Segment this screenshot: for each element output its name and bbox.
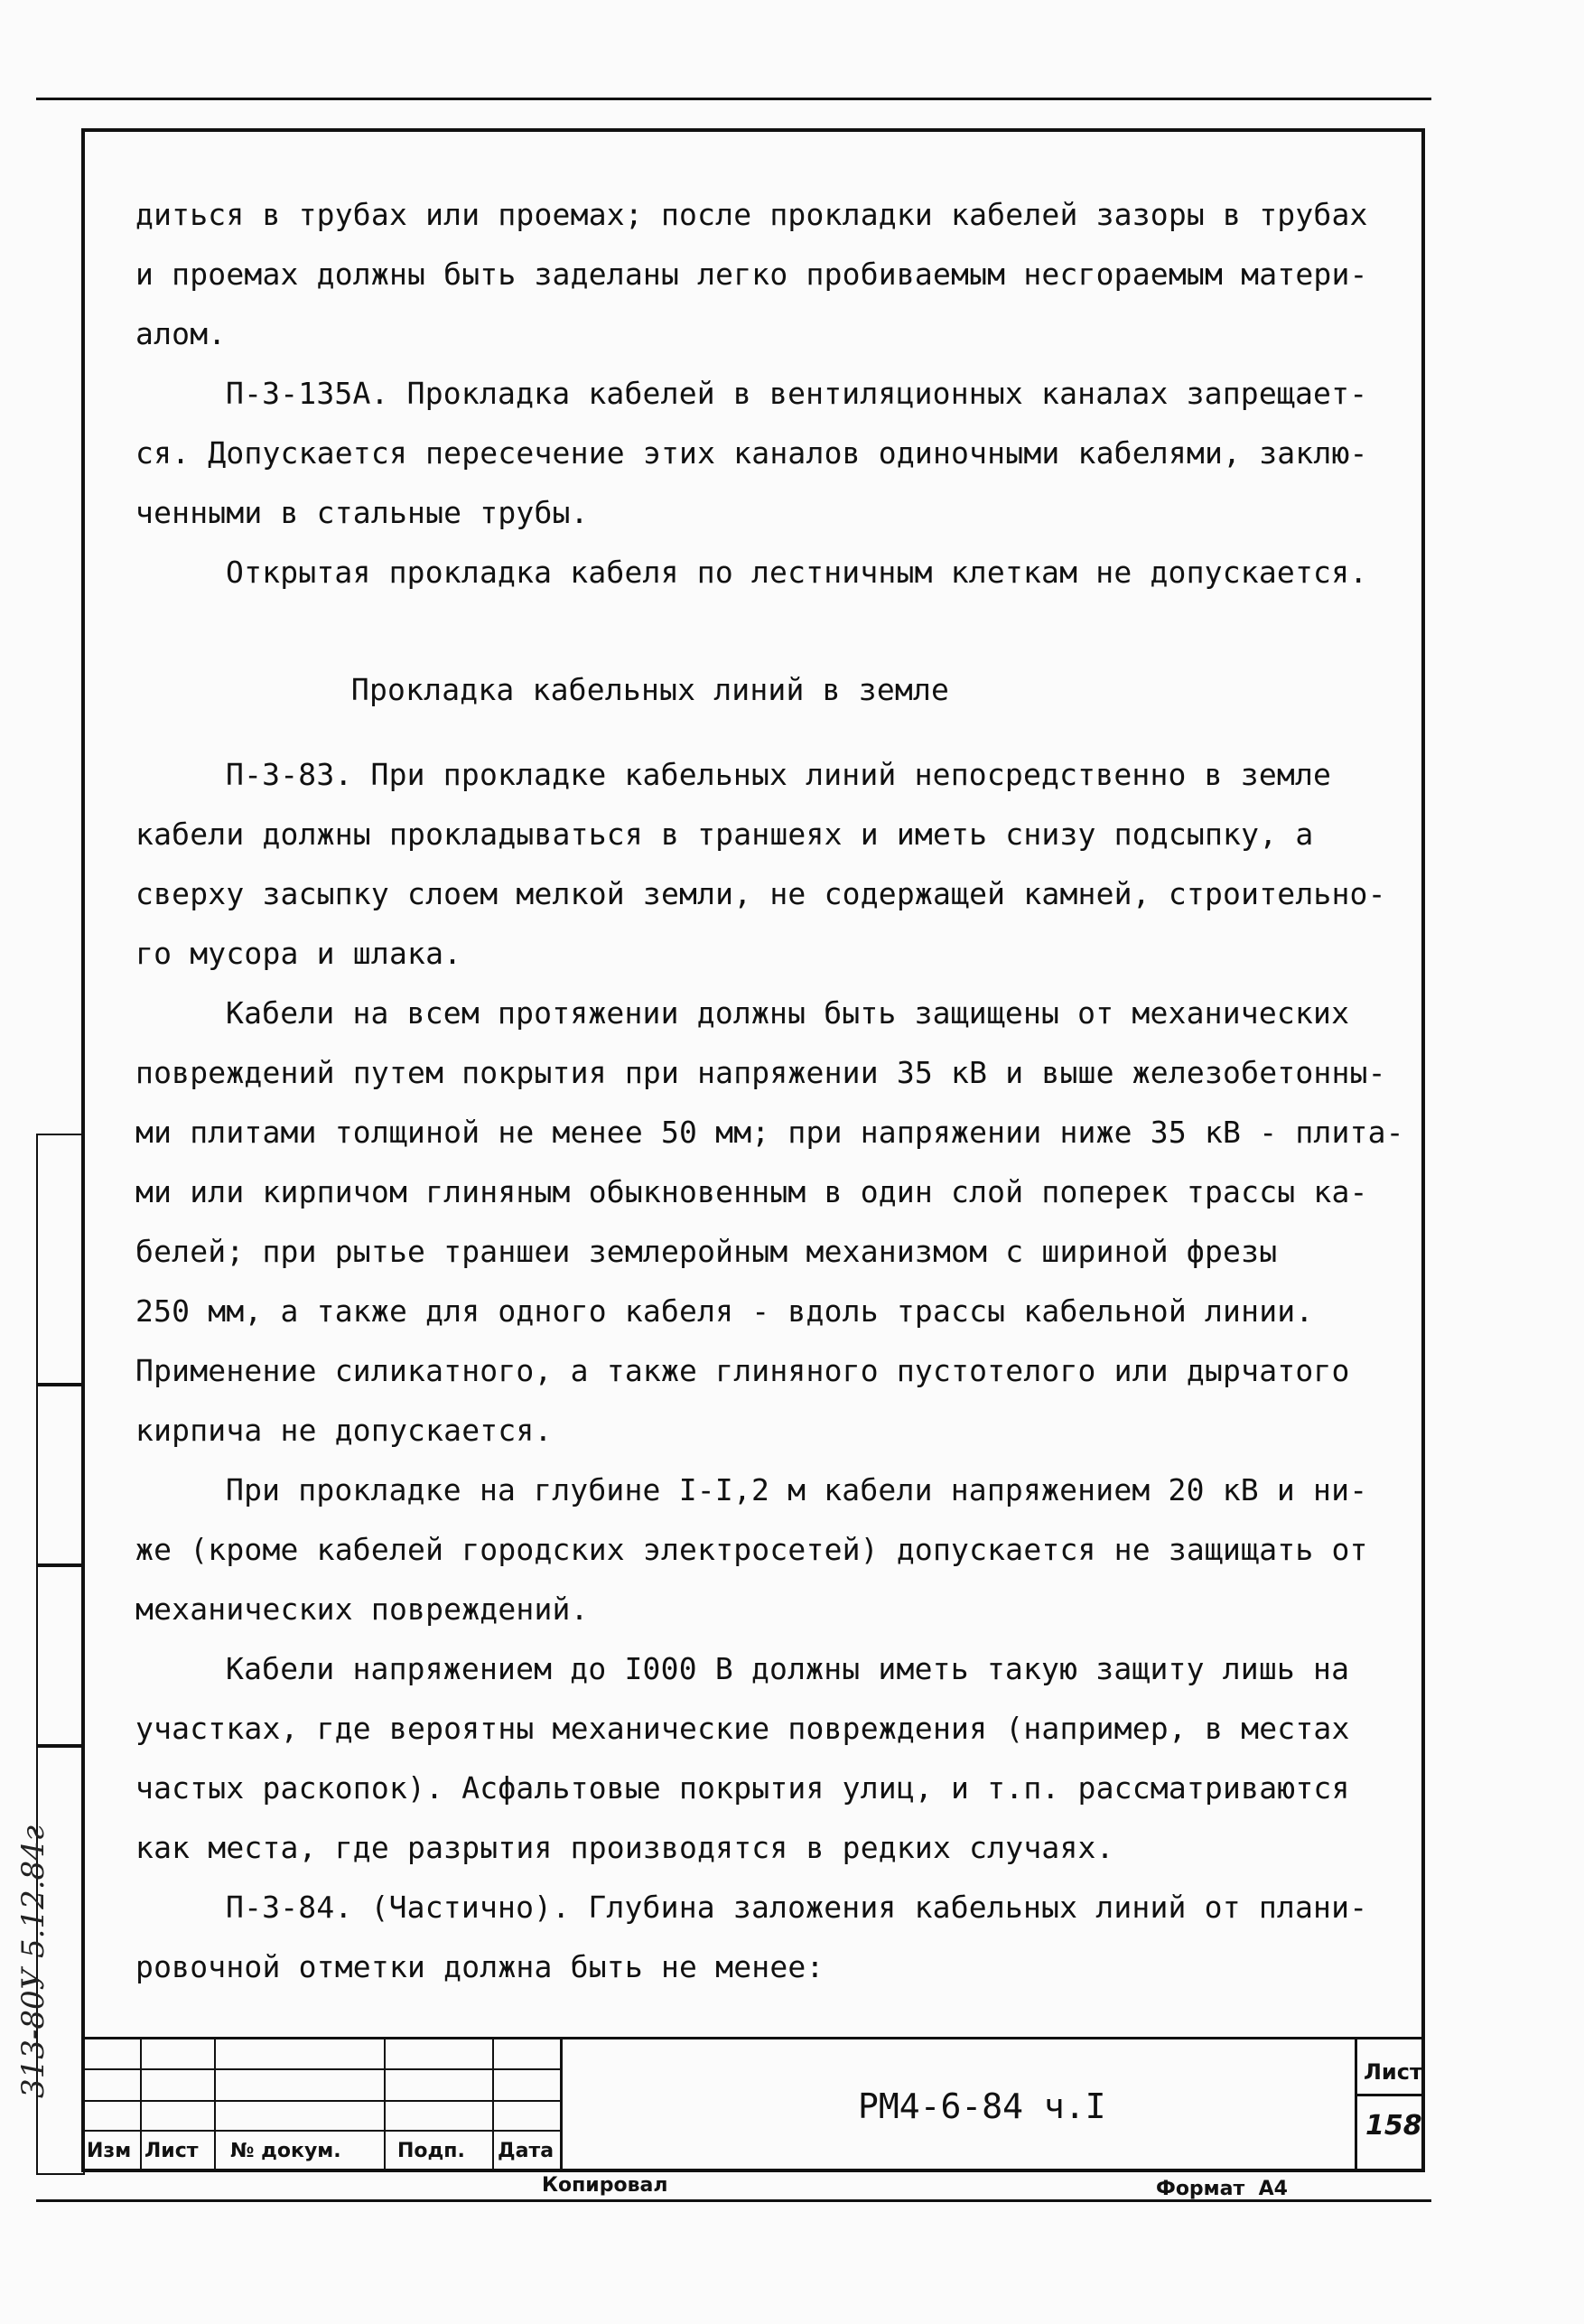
text-line: Кабели на всем протяжении должны быть защищены от механических: [226, 995, 1350, 1031]
text-line: сверху засыпку слоем мелкой земли, не содержащей камней, строительно-: [135, 876, 1386, 911]
section-heading: Прокладка кабельных линий в земле: [350, 672, 950, 707]
margin-handwritten-note: 313-80У 5.12.84г: [15, 1825, 51, 2098]
text-line: При прокладке на глубине I-I,2 м кабели напряжением 20 кВ и ни-: [226, 1472, 1368, 1507]
binding-box-3: [36, 1565, 85, 1746]
text-line: частых раскопок). Асфальтовые покрытия улиц, и т.п. рассматриваются: [135, 1770, 1350, 1806]
text-line: го мусора и шлака.: [135, 936, 462, 971]
top-rule: [36, 98, 1431, 100]
text-line: ровочной отметки должна быть не менее:: [135, 1949, 825, 1984]
text-line: Применение силикатного, а также глиняного пустотелого или дырчатого: [135, 1353, 1350, 1388]
stamp-izm-label: Изм: [87, 2140, 132, 2162]
text-line: ми плитами толщиной не менее 50 мм; при напряжении ниже 35 кВ - плита-: [135, 1115, 1404, 1150]
text-line: П-3-83. При прокладке кабельных линий непосредственно в земле: [226, 757, 1332, 792]
text-line: кабели должны прокладываться в траншеях и иметь снизу подсыпку, а: [135, 817, 1314, 852]
text-line: кирпича не допускается.: [135, 1413, 553, 1448]
text-line: П-3-135А. Прокладка кабелей в вентиляционных каналах запрещает-: [226, 376, 1368, 411]
text-line: участках, где вероятны механические повреждения (например, в местах: [135, 1711, 1350, 1746]
binding-box-2: [36, 1385, 85, 1565]
text-line: как места, где разрытия производятся в редких случаях.: [135, 1830, 1114, 1865]
text-line: Кабели напряжением до I000 В должны иметь такую защиту лишь на: [226, 1651, 1350, 1686]
document-code: РМ4-6-84 ч.I: [858, 2086, 1106, 2126]
copied-by-label: Копировал: [542, 2174, 668, 2197]
format-label: Формат А4: [1156, 2178, 1288, 2200]
stamp-podp-label: Подп.: [397, 2140, 465, 2162]
text-line: белей; при рытье траншеи землеройным механизмом с шириной фрезы: [135, 1234, 1278, 1269]
text-line: повреждений путем покрытия при напряжении 35 кВ и выше железобетонны-: [135, 1055, 1386, 1090]
text-line: Открытая прокладка кабеля по лестничным клеткам не допускается.: [226, 555, 1368, 590]
sheet-label: Лист: [1364, 2059, 1422, 2085]
text-line: же (кроме кабелей городских электросетей) допускается не защищать от: [135, 1532, 1368, 1567]
text-line: диться в трубах или проемах; после прокладки кабелей зазоры в трубах: [135, 197, 1368, 232]
text-line: механических повреждений.: [135, 1591, 589, 1627]
stamp-list-label: Лист: [144, 2140, 199, 2162]
stamp-date-label: Дата: [498, 2140, 554, 2162]
sheet-number: 158: [1365, 2110, 1422, 2142]
text-line: ся. Допускается пересечение этих каналов одиночными кабелями, заклю-: [135, 435, 1368, 471]
binding-box-1: [36, 1134, 85, 1385]
text-line: алом.: [135, 316, 227, 351]
text-line: и проемах должны быть заделаны легко пробиваемым несгораемым матери-: [135, 257, 1368, 292]
text-line: 250 мм, а также для одного кабеля - вдоль трассы кабельной линии.: [135, 1293, 1314, 1329]
text-line: ми или кирпичом глиняным обыкновенным в один слой поперек трассы ка-: [135, 1174, 1368, 1209]
text-line: ченными в стальные трубы.: [135, 495, 589, 530]
stamp-doc-no-label: № докум.: [230, 2140, 341, 2162]
document-body: [135, 185, 1427, 1997]
text-line: П-3-84. (Частично). Глубина заложения кабельных линий от плани-: [226, 1890, 1368, 1925]
